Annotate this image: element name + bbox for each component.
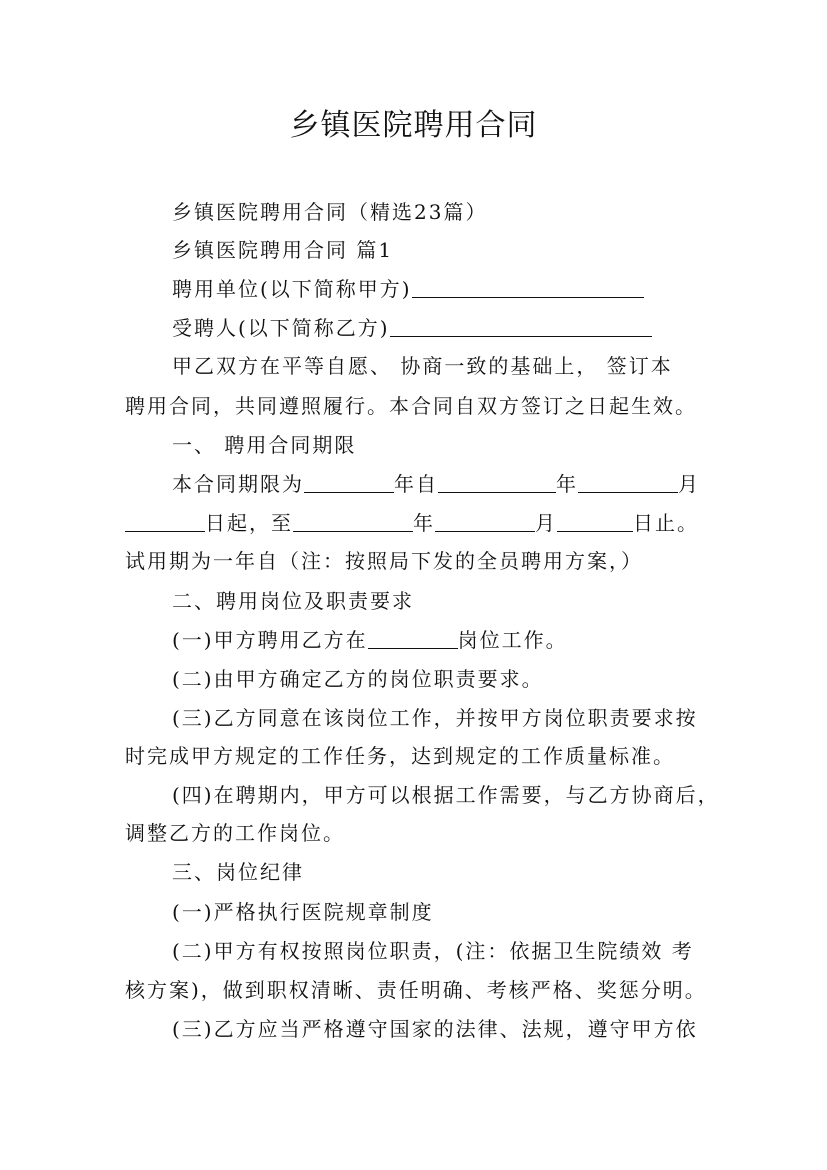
term-text: 月 bbox=[678, 472, 700, 496]
term-line bbox=[125, 508, 699, 538]
blank-field bbox=[557, 511, 633, 532]
blank-field bbox=[578, 472, 678, 493]
blank-field bbox=[438, 472, 556, 493]
subtitle-text: 乡镇医院聘用合同（精选23篇） bbox=[172, 200, 488, 224]
blank-field bbox=[435, 511, 535, 532]
clause-text: (三)乙方同意在该岗位工作，并按甲方岗位职责要求按 bbox=[172, 706, 698, 730]
blank-field bbox=[368, 628, 458, 649]
clause-line bbox=[172, 780, 720, 810]
paragraph-text: 甲乙双方在平等自愿、 协商一致的基础上， 签订本 bbox=[172, 354, 673, 378]
clause-text: 时完成甲方规定的工作任务，达到规定的工作质量标准。 bbox=[125, 744, 675, 768]
clause-line bbox=[172, 703, 698, 733]
clause-text: 核方案)，做到职权清晰、责任明确、考核严格、奖惩分明。 bbox=[125, 978, 707, 1002]
clause-text: (四)在聘期内，甲方可以根据工作需要，与乙方协商后， bbox=[172, 783, 720, 807]
employee-label: 受聘人(以下简称乙方) bbox=[172, 316, 390, 340]
clause-line bbox=[125, 741, 675, 771]
paragraph-line bbox=[125, 391, 697, 421]
term-text: 年 bbox=[556, 472, 578, 496]
clause-text: 调整乙方的工作岗位。 bbox=[125, 821, 345, 845]
employer-line bbox=[172, 274, 644, 304]
section-heading-text: 乡镇医院聘用合同 篇1 bbox=[172, 238, 394, 262]
clause-line bbox=[172, 1014, 698, 1044]
blank-field bbox=[125, 511, 205, 532]
paragraph-line bbox=[172, 351, 673, 381]
blank-field bbox=[293, 511, 413, 532]
section-heading-line bbox=[172, 430, 356, 460]
clause-text: (二)甲方有权按照岗位职责，(注：依据卫生院绩效 考 bbox=[172, 939, 694, 963]
section-heading-text: 二、聘用岗位及职责要求 bbox=[172, 589, 414, 613]
employee-blank bbox=[390, 316, 652, 337]
employer-blank bbox=[412, 277, 644, 298]
blank-field bbox=[304, 472, 394, 493]
document-title: 乡镇医院聘用合同 bbox=[289, 108, 538, 143]
clause-text: (一)甲方聘用乙方在 bbox=[172, 628, 368, 652]
employer-label: 聘用单位(以下简称甲方) bbox=[172, 277, 412, 301]
term-text: 月 bbox=[535, 511, 557, 535]
term-line bbox=[172, 469, 700, 499]
clause-line bbox=[125, 818, 345, 848]
clause-text: (三)乙方应当严格遵守国家的法律、法规，遵守甲方依 bbox=[172, 1017, 698, 1041]
clause-text: 岗位工作。 bbox=[457, 628, 568, 652]
clause-line bbox=[172, 664, 544, 694]
term-text: 日起，至 bbox=[205, 511, 293, 535]
term-text: 日止。 bbox=[633, 511, 699, 535]
section-heading-text: 三、岗位纪律 bbox=[172, 860, 304, 884]
subtitle-line bbox=[172, 197, 487, 227]
clause-line bbox=[172, 625, 568, 655]
term-text: 年自 bbox=[394, 472, 438, 496]
paragraph-line bbox=[125, 546, 643, 576]
clause-line bbox=[172, 897, 434, 927]
clause-line bbox=[125, 975, 707, 1005]
section-heading-line bbox=[172, 857, 304, 887]
section-heading-line bbox=[172, 586, 414, 616]
clause-text: (二)由甲方确定乙方的岗位职责要求。 bbox=[172, 667, 544, 691]
clause-text: (一)严格执行医院规章制度 bbox=[172, 900, 434, 924]
employee-line bbox=[172, 313, 652, 343]
paragraph-text: 聘用合同，共同遵照履行。本合同自双方签订之日起生效。 bbox=[125, 394, 697, 418]
paragraph-text: 试用期为一年自（注：按照局下发的全员聘用方案，） bbox=[125, 549, 643, 573]
section-heading-text: 一、 聘用合同期限 bbox=[172, 433, 357, 457]
section-heading-line bbox=[172, 235, 393, 265]
clause-line bbox=[172, 936, 694, 966]
term-text: 本合同期限为 bbox=[172, 472, 304, 496]
term-text: 年 bbox=[413, 511, 435, 535]
